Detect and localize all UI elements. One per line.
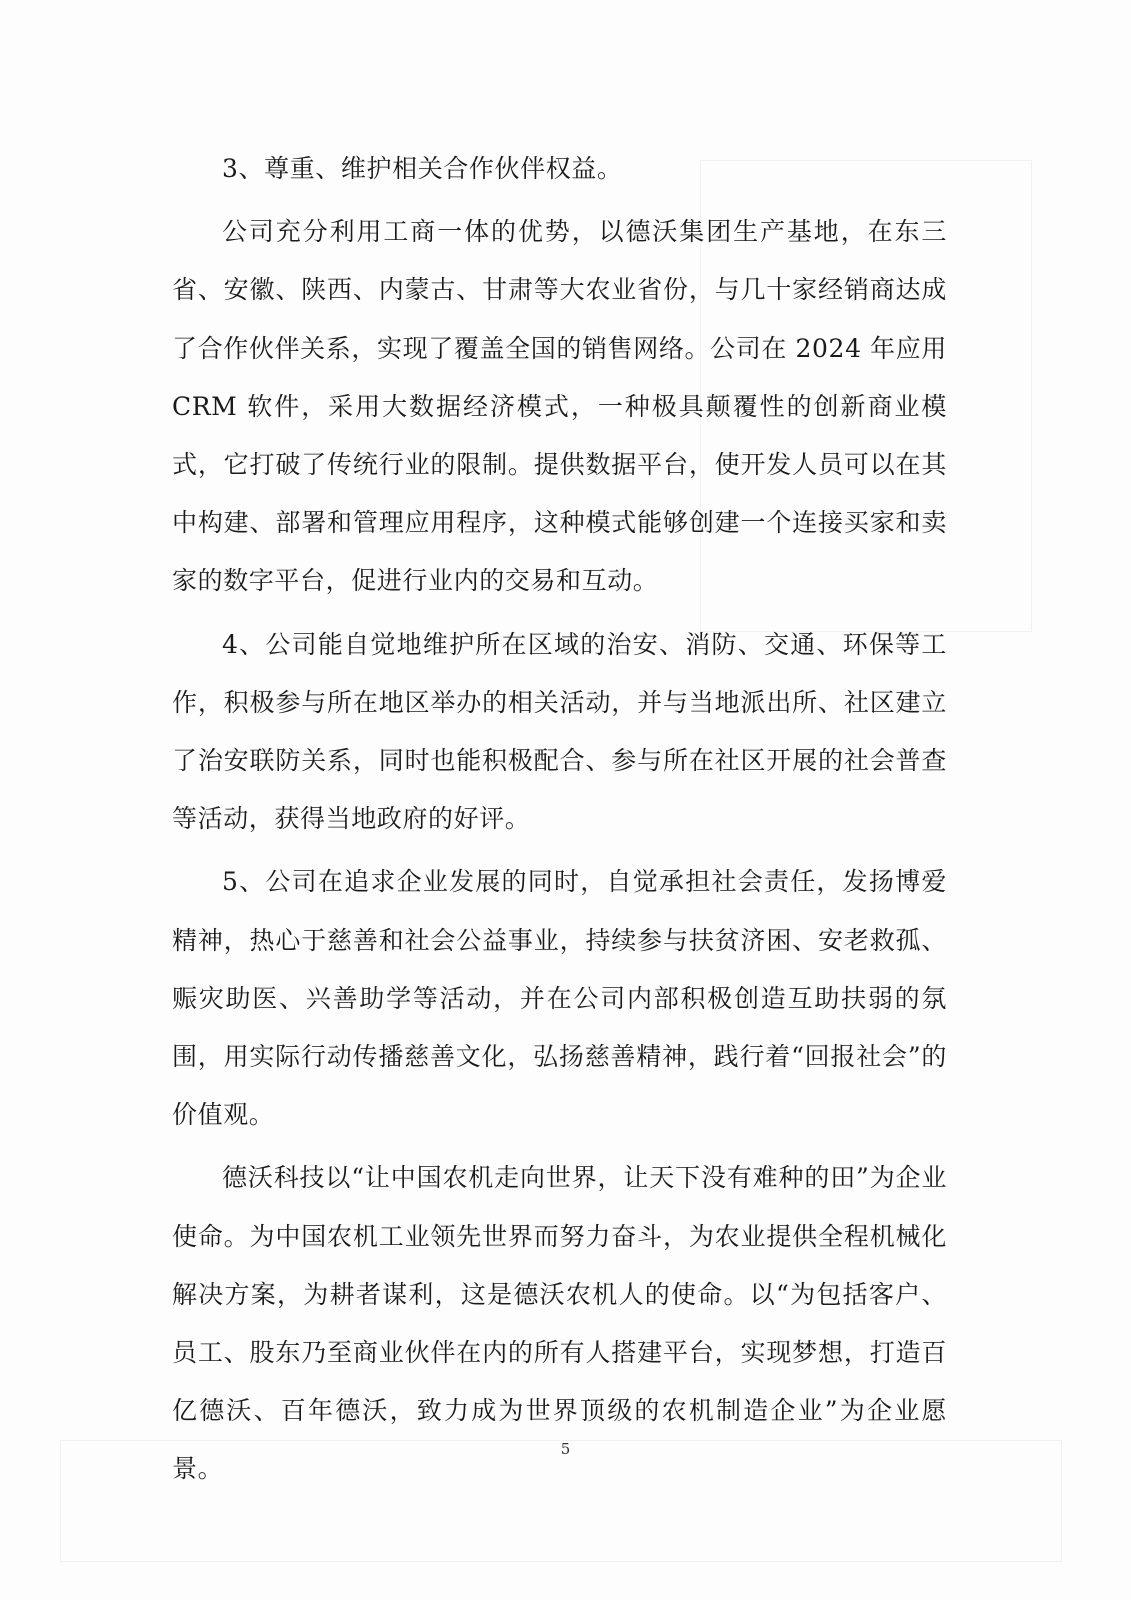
paragraph-item-5: 5、公司在追求企业发展的同时，自觉承担社会责任，发扬博爱精神，热心于慈善和社会公益事业，持续参与扶贫济困、安老救孤、赈灾助医、兴善助学等活动，并在公司内部积极创造互助扶弱的氛围，用实际行动传播慈善文化，弘扬慈善精神，践行着“回报社会”的价值观。 xyxy=(172,867,947,1130)
paragraph-item-4: 4、公司能自觉地维护所在区域的治安、消防、交通、环保等工作，积极参与所在地区举办的相关活动，并与当地派出所、社区建立了治安联防关系，同时也能积极配合、参与所在社区开展的社会普查等活动，获得当地政府的好评。 xyxy=(172,629,947,834)
body-text xyxy=(172,140,947,1504)
paragraph-sales-network: 公司充分利用工商一体的优势，以德沃集团生产基地，在东三省、安徽、陕西、内蒙古、甘肃等大农业省份，与几十家经销商达成了合作伙伴关系，实现了覆盖全国的销售网络。公司在 2024 年应用 CRM 软件，采用大数据经济模式，一种极具颠覆性的创新商业模式，它打破了传统行业的限制。提供数据平台，使开发人员可以在其中构建、部署和管理应用程序，这种模式能够创建一个连接买家和卖家的数字平台，促进行业内的交易和互动。 xyxy=(172,217,947,596)
page-number: 5 xyxy=(560,1440,571,1458)
paragraph-mission-vision: 德沃科技以“让中国农机走向世界，让天下没有难种的田”为企业使命。为中国农机工业领先世界而努力奋斗，为农业提供全程机械化解决方案，为耕者谋利，这是德沃农机人的使命。以“为包括客户、员工、股东乃至商业伙伴在内的所有人搭建平台，实现梦想，打造百亿德沃、百年德沃，致力成为世界顶级的农机制造企业”为企业愿景。 xyxy=(172,1163,947,1484)
paragraph-item-3: 3、尊重、维护相关合作伙伴权益。 xyxy=(222,154,623,183)
